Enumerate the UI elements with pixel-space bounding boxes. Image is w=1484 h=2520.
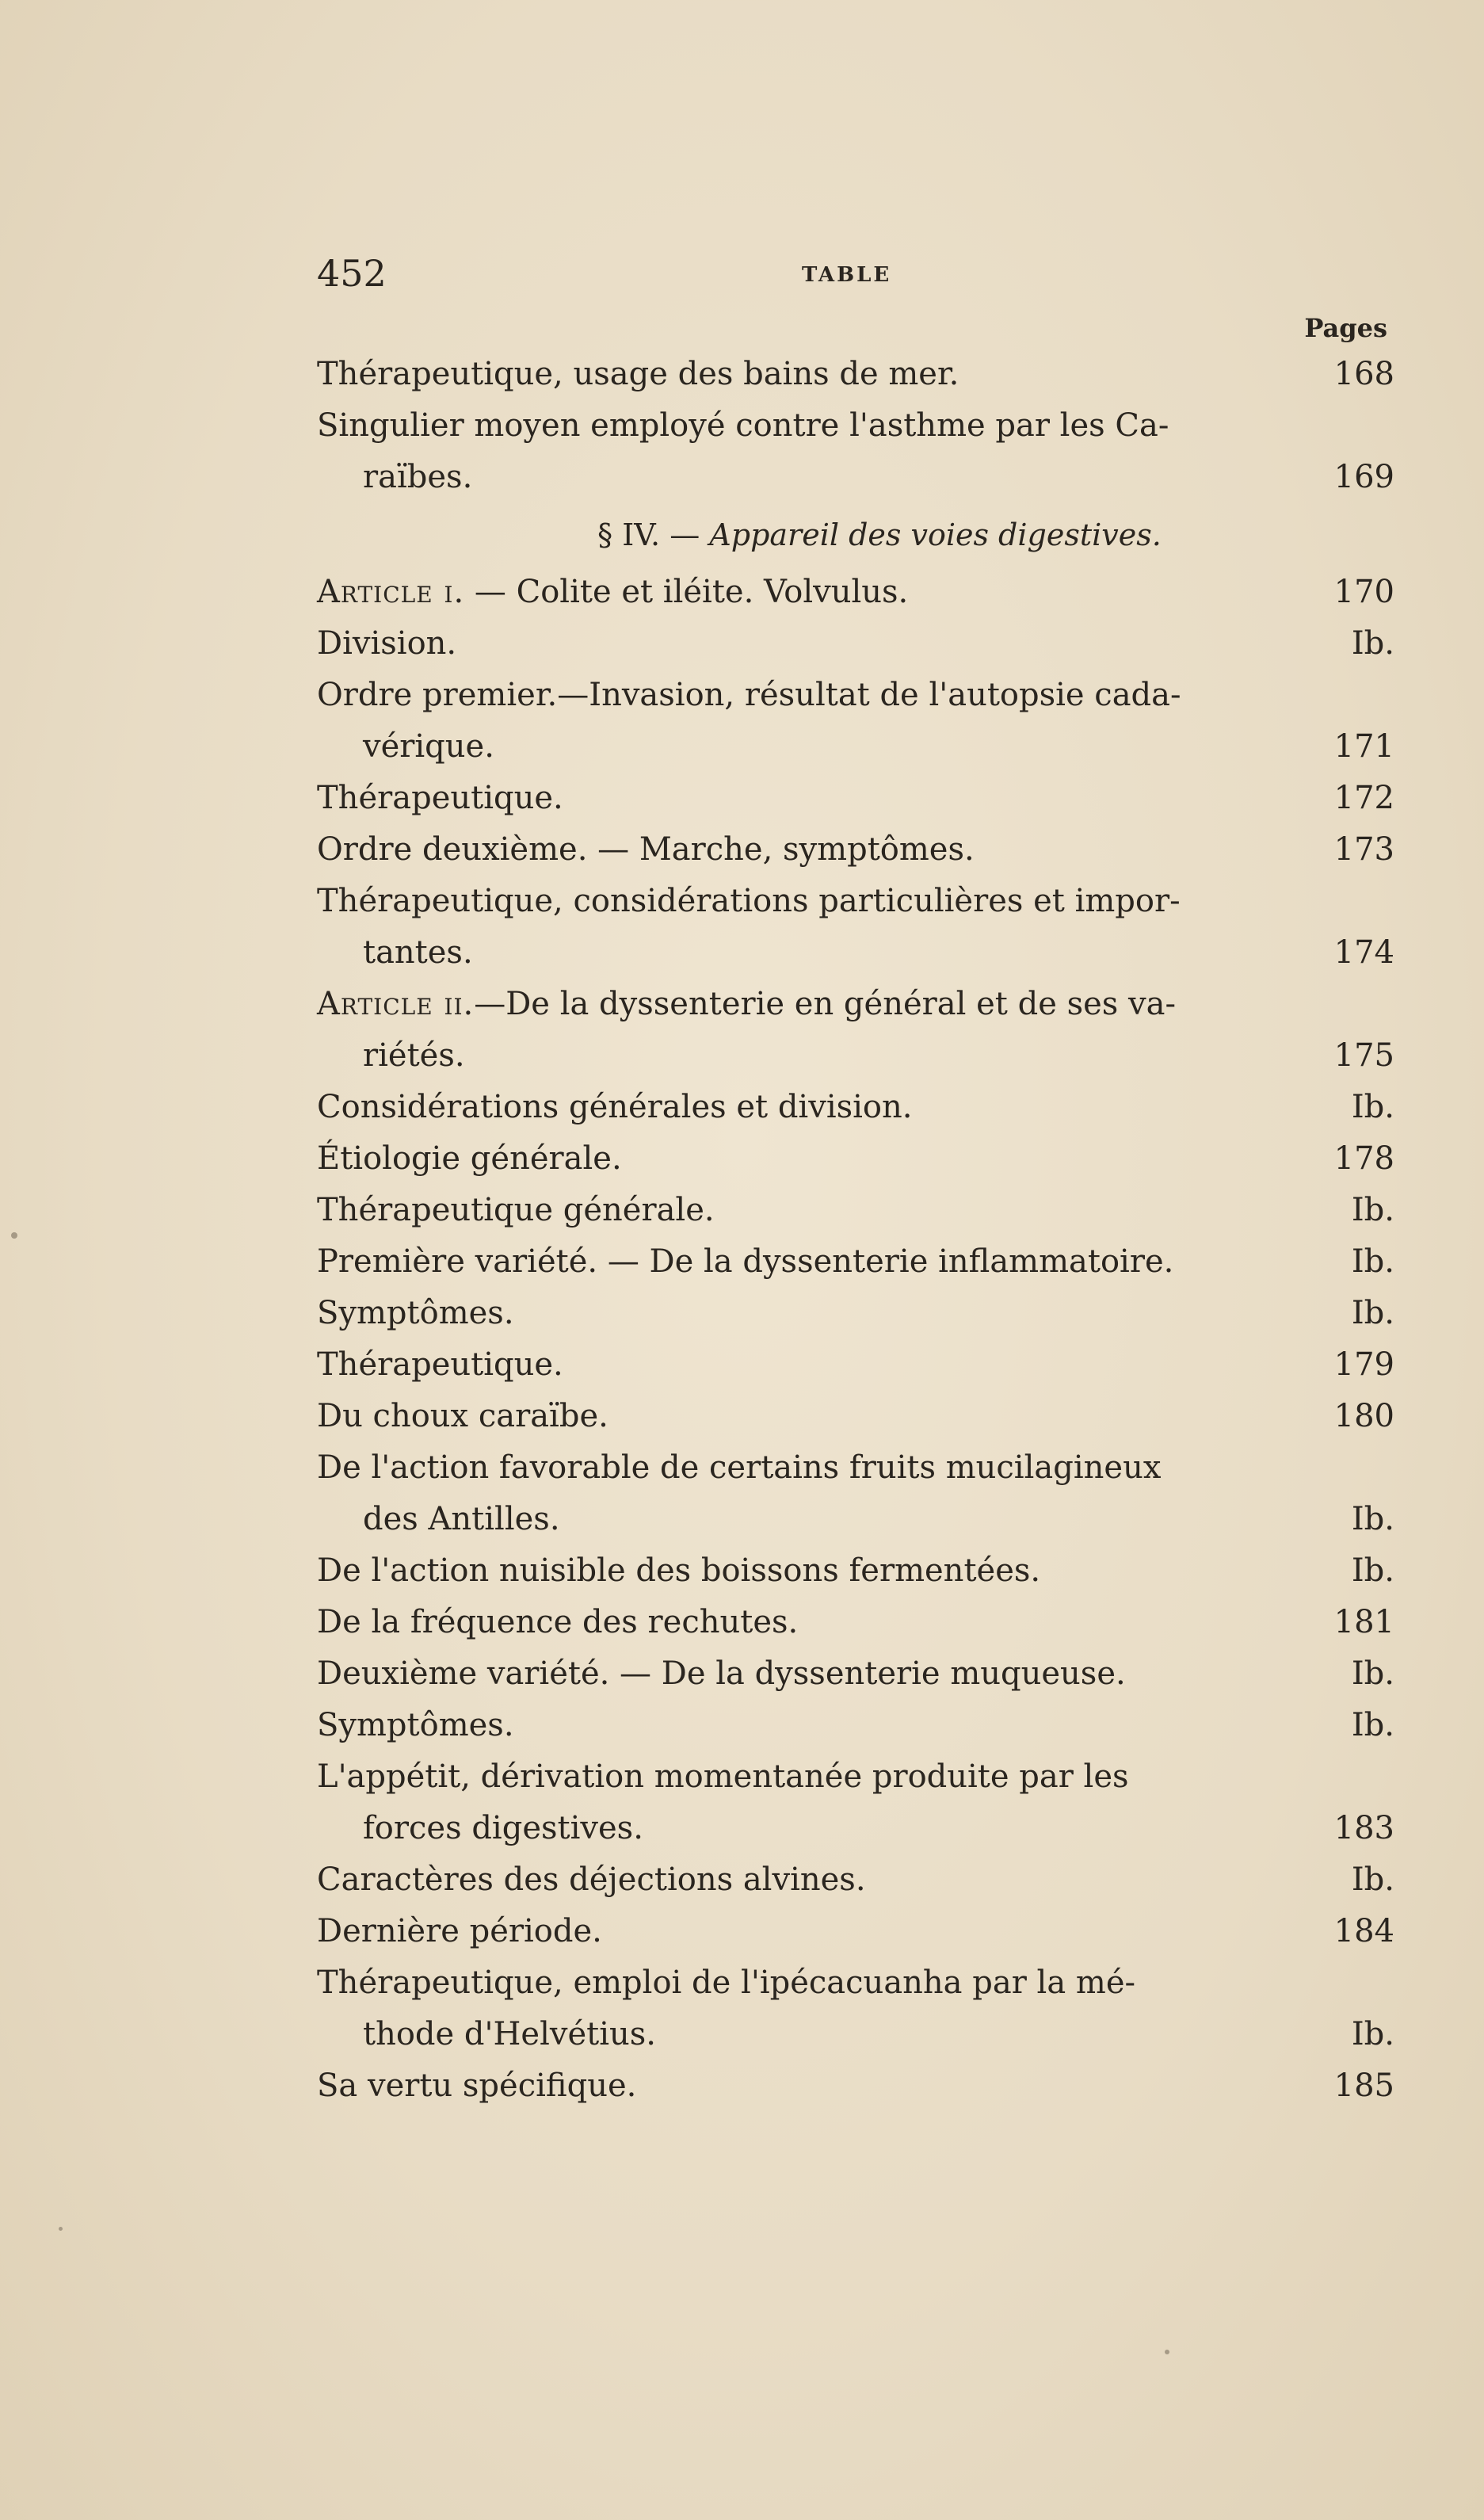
page-reference: 175 <box>1333 1037 1394 1074</box>
toc-entry <box>317 2060 1394 2112</box>
entry-text <box>317 979 1394 1030</box>
entry-continuation: des Antilles. <box>363 1501 560 1537</box>
toc-entry <box>317 979 1394 1082</box>
entry-continuation: thode d'Helvétius. <box>363 2016 656 2052</box>
running-title: TABLE <box>802 263 892 287</box>
page-reference: Ib. <box>1351 1501 1394 1537</box>
section-heading <box>317 503 1394 567</box>
paper-blemish <box>59 2227 63 2231</box>
entry-text: Division. <box>317 625 457 662</box>
entry-text: Caractères des déjections alvines. <box>317 1861 866 1898</box>
page-reference: 179 <box>1333 1346 1394 1383</box>
article-label: Article ii. <box>317 986 475 1022</box>
toc-entry <box>317 567 1394 618</box>
entry-title: —De la dyssenterie en général et de ses va- <box>474 986 1176 1022</box>
entry-text: Symptômes. <box>317 1295 514 1331</box>
page-reference: Ib. <box>1351 1243 1394 1280</box>
running-head <box>317 252 1394 300</box>
page-reference: Ib. <box>1351 625 1394 662</box>
entry-text: L'appétit, dérivation momentanée produite par les <box>317 1758 1129 1795</box>
page-reference: 180 <box>1333 1398 1394 1434</box>
toc-entry <box>317 1185 1394 1236</box>
entry-text: Thérapeutique. <box>317 1346 563 1383</box>
toc-entry <box>317 1700 1394 1751</box>
entry-text: Thérapeutique, emploi de l'ipécacuanha par la mé- <box>317 1964 1136 2001</box>
page-reference: 185 <box>1333 2068 1394 2104</box>
entry-text <box>317 567 1394 618</box>
toc-entry <box>317 1648 1394 1700</box>
toc-entry <box>317 1597 1394 1648</box>
page-reference: Ib. <box>1351 1192 1394 1228</box>
toc-entry <box>317 670 1394 773</box>
entry-continuation: tantes. <box>363 934 473 971</box>
entry-text: De l'action nuisible des boissons fermentées. <box>317 1552 1041 1589</box>
page-reference: Ib. <box>1351 1861 1394 1898</box>
page-reference: Ib. <box>1351 2016 1394 2052</box>
entry-text: Symptômes. <box>317 1707 514 1743</box>
entry-text: Dernière période. <box>317 1913 602 1949</box>
section-symbol: § IV. — <box>597 517 710 552</box>
toc-entry <box>317 1082 1394 1133</box>
entry-continuation: forces digestives. <box>363 1810 643 1846</box>
toc-entry <box>317 349 1394 400</box>
entry-text: Singulier moyen employé contre l'asthme par les Ca- <box>317 407 1169 444</box>
page-number: 452 <box>317 252 387 295</box>
entry-text: Thérapeutique générale. <box>317 1192 715 1228</box>
page-reference: 168 <box>1333 356 1394 392</box>
page-reference: 172 <box>1333 780 1394 816</box>
page-reference: 183 <box>1333 1810 1394 1846</box>
entry-text: Étiologie générale. <box>317 1140 622 1177</box>
page-reference: 178 <box>1333 1140 1394 1177</box>
page-reference: Ib. <box>1351 1552 1394 1589</box>
toc-entry <box>317 618 1394 670</box>
toc-entry <box>317 1288 1394 1339</box>
page-reference: 184 <box>1333 1913 1394 1949</box>
section-title: Appareil des voies digestives. <box>709 517 1162 552</box>
page-reference: Ib. <box>1351 1655 1394 1692</box>
entry-title: — Colite et iléite. Volvulus. <box>464 574 909 610</box>
page-reference: 181 <box>1333 1604 1394 1640</box>
toc-entry <box>317 824 1394 876</box>
page-reference: Ib. <box>1351 1707 1394 1743</box>
entry-text: Deuxième variété. — De la dyssenterie muqueuse. <box>317 1655 1126 1692</box>
pages-column-label: Pages <box>1304 313 1387 343</box>
entry-text: De l'action favorable de certains fruits mucilagineux <box>317 1449 1162 1486</box>
entry-continuation: vérique. <box>363 728 494 765</box>
toc-entry <box>317 1906 1394 1957</box>
page-reference: 171 <box>1333 728 1394 765</box>
toc-entry <box>317 1236 1394 1288</box>
paper-blemish <box>1165 2350 1169 2354</box>
toc-entry <box>317 773 1394 824</box>
entry-text: Première variété. — De la dyssenterie inflammatoire. <box>317 1243 1174 1280</box>
entry-text: Considérations générales et division. <box>317 1089 913 1125</box>
page-reference: 169 <box>1333 459 1394 495</box>
entry-text: Du choux caraïbe. <box>317 1398 608 1434</box>
page-reference: Ib. <box>1351 1295 1394 1331</box>
toc-entry <box>317 1751 1394 1854</box>
entry-continuation: raïbes. <box>363 459 473 495</box>
page-reference: 174 <box>1333 934 1394 971</box>
entry-text: Thérapeutique. <box>317 780 563 816</box>
toc-entry <box>317 1133 1394 1185</box>
toc-entry <box>317 1957 1394 2060</box>
entry-text: Ordre premier.—Invasion, résultat de l'autopsie cada- <box>317 677 1181 713</box>
toc-entry <box>317 876 1394 979</box>
entry-text: Sa vertu spécifique. <box>317 2068 637 2104</box>
toc-entry <box>317 1391 1394 1442</box>
entry-text: Ordre deuxième. — Marche, symptômes. <box>317 831 975 868</box>
page-reference: Ib. <box>1351 1089 1394 1125</box>
table-of-contents <box>317 349 1394 2112</box>
toc-entry <box>317 1854 1394 1906</box>
toc-entry <box>317 1545 1394 1597</box>
entries-before-section <box>317 349 1394 503</box>
entry-text: De la fréquence des rechutes. <box>317 1604 799 1640</box>
entry-continuation: riétés. <box>363 1037 465 1074</box>
entry-text: Thérapeutique, considérations particulières et impor- <box>317 883 1181 919</box>
page-reference: 173 <box>1333 831 1394 868</box>
article-label: Article i. <box>317 574 465 610</box>
page-reference: 170 <box>1333 574 1394 610</box>
entries-after-section <box>317 567 1394 2112</box>
paper-blemish <box>11 1232 17 1239</box>
toc-entry <box>317 1442 1394 1545</box>
toc-entry <box>317 400 1394 503</box>
entry-text: Thérapeutique, usage des bains de mer. <box>317 356 959 392</box>
toc-entry <box>317 1339 1394 1391</box>
